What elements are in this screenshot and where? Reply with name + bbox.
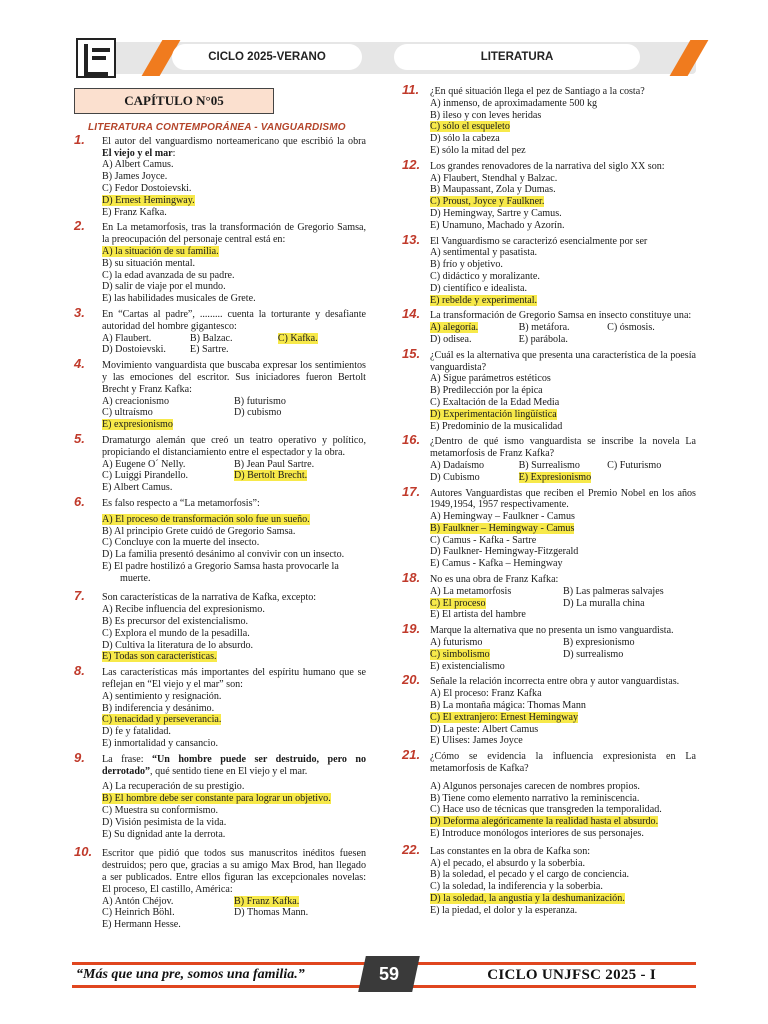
option: A) el pecado, el absurdo y la soberbia. — [430, 857, 585, 869]
option: C) Muestra su conformismo. — [102, 805, 219, 817]
question-number: 9. — [74, 749, 85, 765]
option: B) Predilección por la épica — [430, 385, 543, 397]
question-18 — [402, 570, 696, 621]
option: D) odisea. — [430, 333, 472, 345]
option: D) surrealismo — [563, 648, 624, 660]
question-13 — [402, 231, 696, 307]
option: E) existencialismo — [430, 660, 505, 672]
option: D) Hemingway, Sartre y Camus. — [430, 207, 562, 219]
question-text: En La metamorfosis, tras la transformación de Gregorio Samsa, la preocupación del personaje central está en: — [102, 222, 366, 246]
option: D) científico e idealista. — [430, 282, 527, 294]
option: D) Thomas Mann. — [234, 907, 309, 919]
option: A) Albert Camus. — [102, 159, 174, 171]
option-answer: E) rebelde y experimental. — [430, 294, 538, 306]
question-text: La transformación de Gregorio Samsa en insecto constituye una: — [430, 310, 692, 322]
option: C) Concluye con la muerte del insecto. — [102, 537, 260, 549]
option: E) Franz Kafka. — [102, 206, 167, 218]
option: C) Fedor Dostoievski. — [102, 182, 192, 194]
option: A) La metamorfosis — [430, 585, 512, 597]
question-11 — [402, 82, 696, 157]
option: B) Jean Paul Sartre. — [234, 458, 315, 470]
question-20 — [402, 672, 696, 747]
option: B) expresionismo — [563, 637, 635, 649]
question-5 — [74, 430, 366, 494]
question-10 — [74, 844, 366, 931]
question-1 — [74, 131, 366, 219]
option: D) Cultiva la literatura de lo absurdo. — [102, 639, 254, 651]
option-answer: D) Ernest Hemingway. — [102, 194, 195, 206]
option: B) metáfora. — [518, 322, 570, 334]
question-text: En “Cartas al padre”, ......... cuenta la torturante y desafiante autoridad del hombre gigantesco: — [102, 308, 366, 332]
option: C) ultraísmo — [102, 407, 153, 419]
question-19 — [402, 621, 696, 672]
question-7 — [74, 588, 366, 663]
option: E) inmortalidad y cansancio. — [102, 738, 219, 750]
question-4 — [74, 356, 366, 431]
header-cycle: CICLO 2025-VERANO — [172, 44, 362, 70]
option: C) Explora el mundo de la pesadilla. — [102, 627, 250, 639]
question-text: Dramaturgo alemán que creó un teatro operativo y político, propiciando el distanciamiento entre el espectador y la obra. — [102, 434, 366, 458]
question-number: 16. — [402, 432, 421, 448]
question-number: 13. — [402, 231, 421, 247]
option: B) Surrealismo — [518, 459, 580, 471]
question-number: 15. — [402, 345, 421, 361]
option: A) La recuperación de su prestigio. — [102, 781, 245, 793]
option: A) inmenso, de aproximadamente 500 kg — [430, 97, 598, 109]
question-3 — [74, 304, 366, 356]
option: A) Hemingway – Faulkner - Camus — [430, 511, 575, 523]
question-15 — [402, 345, 696, 433]
question-22 — [402, 841, 696, 917]
option-answer: A) la situación de su familia. — [102, 245, 219, 257]
option-answer: C) Proust, Joyce y Faulkner. — [430, 196, 545, 208]
option: A) futurismo — [430, 637, 483, 649]
option: C) la edad avanzada de su padre. — [102, 269, 235, 281]
option-answer: D) Deforma alegóricamente la realidad hasta el absurdo. — [430, 816, 659, 828]
question-number: 5. — [74, 430, 85, 446]
question-text: Son características de la narrativa de Kafka, excepto: — [102, 592, 317, 604]
option: B) Maupassant, Zola y Dumas. — [430, 184, 556, 196]
option-answer: E) Todas son características. — [102, 651, 217, 663]
option-answer: C) simbolismo — [430, 648, 490, 660]
option: B) Al principio Grete cuidó de Gregorio Samsa. — [102, 525, 296, 537]
question-text: ¿En qué situación llega el pez de Santiago a la costa? — [430, 86, 645, 97]
question-number: 8. — [74, 663, 85, 679]
option: E) parábola. — [518, 333, 568, 345]
option: D) salir de viaje por el mundo. — [102, 281, 226, 293]
option: E) la piedad, el dolor y la esperanza. — [430, 904, 578, 916]
question-number: 14. — [402, 306, 421, 322]
logo-icon — [76, 38, 116, 78]
option: D) Faulkner- Hemingway-Fitzgerald — [430, 546, 579, 558]
option-answer: C) tenacidad y perseverancia. — [102, 714, 222, 726]
option: C) Exaltación de la Edad Media — [430, 396, 560, 408]
option-answer: D) Bertolt Brecht. — [234, 470, 308, 482]
option: D) Dostoievski. — [102, 344, 166, 356]
page-header — [76, 38, 696, 78]
option: A) sentimental y pasatista. — [430, 247, 538, 259]
option: A) Flaubert, Stendhal y Balzac. — [430, 172, 558, 184]
option: D) La muralla china — [563, 597, 645, 609]
question-12 — [402, 156, 696, 232]
option: C) Hace uso de técnicas que transgreden la temporalidad. — [430, 804, 662, 816]
question-text: Las características más importantes del espíritu humano que se reflejan en “El viejo y el mar” son: — [102, 667, 366, 691]
option: A) Sigue parámetros estéticos — [430, 373, 551, 385]
question-text: ¿Dentro de qué ismo vanguardista se inscribe la novela La metamorfosis de Franz Kafka? — [430, 436, 696, 460]
chapter-title: CAPÍTULO N°05 — [74, 88, 274, 114]
header-subject: LITERATURA — [394, 44, 640, 70]
option: B) la soledad, el pecado y el cargo de conciencia. — [430, 869, 630, 881]
question-number: 18. — [402, 570, 421, 586]
question-2 — [74, 218, 366, 305]
option-answer: B) Faulkner – Hemingway - Camus — [430, 522, 575, 534]
question-17 — [402, 483, 696, 571]
question-text: No es una obra de Franz Kafka: — [430, 574, 559, 586]
option: B) su situación mental. — [102, 257, 196, 269]
question-21 — [402, 747, 696, 840]
option-answer: D) la soledad, la angustia y la deshumanización. — [430, 893, 625, 904]
option: B) Es precursor del existencialismo. — [102, 616, 249, 628]
option: A) Dadaísmo — [430, 459, 485, 471]
option: C) Camus - Kafka - Sartre — [430, 534, 537, 546]
option-answer: C) El extranjero: Ernest Hemingway — [430, 711, 578, 723]
question-number: 2. — [74, 218, 85, 234]
question-9 — [74, 749, 367, 841]
option: E) Sartre. — [189, 344, 229, 356]
left-column — [74, 88, 366, 935]
option: A) creacionismo — [102, 395, 169, 407]
option: D) La familia presentó desánimo al convivir con un insecto. — [102, 549, 345, 561]
option: B) Balzac. — [189, 332, 233, 344]
footer-slogan: “Más que una pre, somos una familia.” — [76, 967, 305, 982]
option: E) El artista del hambre — [430, 609, 526, 621]
page-footer — [72, 962, 696, 988]
option-answer: D) Experimentación lingüística — [430, 408, 557, 420]
right-column — [402, 82, 696, 921]
option: A) sentimiento y resignación. — [102, 690, 222, 702]
question-number: 3. — [74, 304, 85, 320]
option-answer: A) alegoría. — [430, 322, 479, 334]
option: B) futurismo — [234, 395, 286, 407]
question-text: Marque la alternativa que no presenta un ismo vanguardista. — [430, 625, 674, 637]
question-text: El autor del vanguardismo norteamericano que escribió la obra El viejo y el mar: — [102, 135, 366, 159]
footer-cycle: CICLO UNJFSC 2025 - I — [487, 967, 656, 983]
option: E) sólo la mitad del pez — [430, 144, 526, 156]
question-8 — [74, 663, 366, 750]
question-text: ¿Cuál es la alternativa que presenta una característica de la poesía vanguardista? — [430, 349, 696, 373]
option: B) Tiene como elemento narrativo la reminiscencia. — [430, 792, 640, 804]
question-text: Los grandes renovadores de la narrativa del siglo XX son: — [430, 160, 665, 172]
option-answer: A) El proceso de transformación solo fue un sueño. — [102, 513, 310, 525]
option: E) las habilidades musicales de Grete. — [102, 293, 256, 305]
option: A) Algunos personajes carecen de nombres propios. — [430, 780, 640, 792]
option: D) fe y fatalidad. — [102, 726, 171, 738]
question-number: 4. — [74, 356, 85, 372]
option: E) Camus - Kafka – Hemingway — [430, 558, 563, 570]
option: A) Antón Chéjov. — [102, 895, 174, 907]
option: B) James Joyce. — [102, 171, 168, 183]
question-number: 17. — [402, 483, 421, 499]
option: B) ileso y con leves heridas — [430, 109, 542, 121]
option: C) Heinrich Böhl. — [102, 907, 175, 919]
question-text: Señale la relación incorrecta entre obra y autor vanguardistas. — [430, 676, 680, 688]
option: E) Albert Camus. — [102, 482, 173, 494]
question-text: El Vanguardismo se caracterizó esencialmente por ser — [430, 235, 648, 247]
option: E) Unamuno, Machado y Azorín. — [430, 219, 565, 231]
option: C) Luiggi Pirandello. — [102, 470, 189, 482]
question-text: Autores Vanguardistas que reciben el Premio Nobel en los años 1949,1954, 1957 respectivamente. — [430, 487, 696, 511]
page-number: 59 — [358, 956, 420, 992]
option: B) Las palmeras salvajes — [563, 585, 664, 597]
question-number: 1. — [74, 131, 85, 147]
option-answer: B) Franz Kafka. — [234, 895, 300, 907]
option: A) Recibe influencia del expresionismo. — [102, 604, 265, 616]
option: C) la soledad, la indiferencia y la soberbia. — [430, 881, 603, 893]
question-number: 20. — [402, 672, 421, 688]
section-title: LITERATURA CONTEMPORÁNEA - VANGUARDISMO — [88, 122, 346, 133]
option: D) Cubismo — [430, 471, 480, 483]
option: E) El padre hostilizó a Gregorio Samsa hasta provocarle la muerte. — [102, 560, 339, 584]
question-text: Es falso respecto a “La metamorfosis”: — [102, 497, 260, 509]
option: A) El proceso: Franz Kafka — [430, 688, 542, 700]
option: A) Flaubert. — [102, 332, 152, 344]
question-text: Movimiento vanguardista que buscaba expresar los sentimientos y las emociones del escritor. Sus iniciadores fueron Bertolt Brecht y Franz Kafka: — [102, 360, 366, 395]
option: C) ósmosis. — [607, 322, 655, 334]
option: B) frío y objetivo. — [430, 259, 503, 271]
option: A) Eugene O´ Nelly. — [102, 458, 186, 470]
option: E) Su dignidad ante la derrota. — [102, 828, 226, 840]
option: B) indiferencia y desánimo. — [102, 702, 215, 714]
question-number: 19. — [402, 621, 421, 637]
option: D) La peste: Albert Camus — [430, 723, 539, 735]
option: E) Hermann Hesse. — [102, 919, 181, 931]
question-text: La frase: “Un hombre puede ser destruido, pero no derrotado”, qué sentido tiene en El viejo y el mar. — [102, 753, 367, 777]
option: D) Visión pesimista de la vida. — [102, 816, 227, 828]
option-answer: B) El hombre debe ser constante para lograr un objetivo. — [102, 793, 331, 805]
question-number: 22. — [402, 841, 421, 857]
option-answer: C) sólo el esqueleto — [430, 121, 510, 133]
question-number: 10. — [74, 844, 93, 860]
question-16 — [402, 432, 696, 483]
question-text: ¿Cómo se evidencia la influencia expresionista en La metamorfosis de Kafka? — [430, 751, 696, 775]
question-14 — [402, 306, 696, 345]
option: C) Futurismo — [607, 459, 662, 471]
option: E) Ulises: James Joyce — [430, 735, 523, 747]
option: E) Predominio de la musicalidad — [430, 420, 563, 432]
question-text: Las constantes en la obra de Kafka son: — [430, 845, 591, 857]
question-number: 11. — [402, 82, 420, 97]
option: E) Introduce monólogos interiores de sus personajes. — [430, 828, 644, 840]
option-answer: C) El proceso — [430, 597, 486, 609]
option: D) sólo la cabeza — [430, 133, 500, 145]
option-answer: C) Kafka. — [277, 332, 318, 344]
option-answer: E) expresionismo — [102, 419, 173, 431]
option-answer: E) Expresionismo — [518, 471, 592, 483]
question-number: 12. — [402, 156, 421, 172]
question-text: Escritor que pidió que todos sus manuscritos inéditos fuesen destruidos; pero que, gracias a su amigo Max Brod, han llegado a ser publicados. Entre ellos figuran las excepcionales novelas: El proceso, El castillo, América: — [102, 848, 366, 895]
option: D) cubismo — [234, 407, 282, 419]
question-number: 6. — [74, 493, 85, 509]
question-number: 7. — [74, 588, 85, 604]
question-number: 21. — [402, 747, 421, 763]
question-6 — [74, 493, 366, 585]
option: B) La montaña mágica: Thomas Mann — [430, 700, 586, 712]
option: C) didáctico y moralizante. — [430, 270, 540, 282]
